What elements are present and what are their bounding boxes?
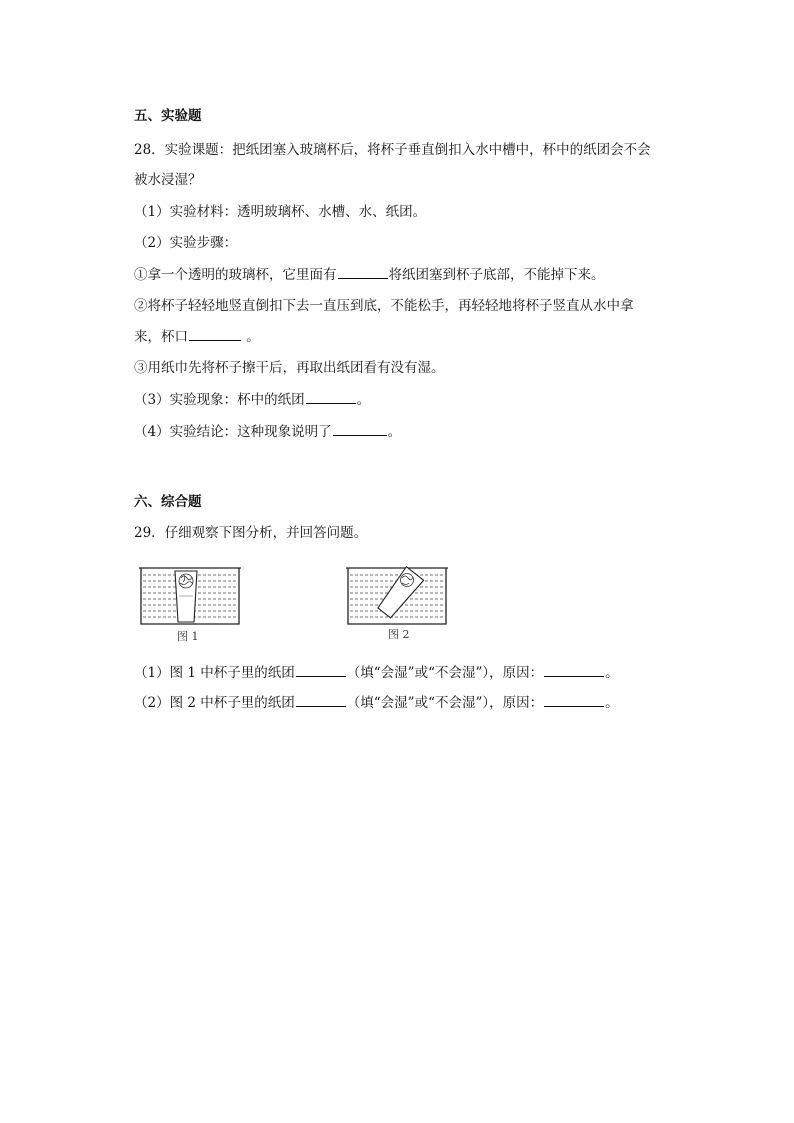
phenomenon-text-a: （3）实验现象：杯中的纸团	[134, 392, 305, 408]
conclusion-text-b: 。	[387, 424, 402, 440]
question-28-line-1: 28．实验课题：把纸团塞入玻璃杯后，将杯子垂直倒扣入水中槽中，杯中的纸团会不会	[134, 142, 651, 158]
step-1-line	[134, 264, 605, 285]
answer-2-line	[134, 692, 619, 713]
step-3-line: ③用纸巾先将杯子擦干后，再取出纸团看有没有湿。	[134, 360, 445, 376]
section-6-heading: 六、综合题	[134, 494, 202, 510]
answer-2-text-a: （2）图 2 中杯子里的纸团	[134, 695, 295, 711]
question-28-line-2: 被水浸湿？	[134, 172, 202, 188]
conclusion-line	[134, 421, 401, 442]
step-1-text-b: 将纸团塞到杯子底部，不能掉下来。	[388, 267, 605, 283]
answer-1-text-a: （1）图 1 中杯子里的纸团	[134, 665, 295, 681]
section-5-heading: 五、实验题	[134, 108, 202, 124]
step-2-blank[interactable]	[189, 326, 241, 341]
answer-1-blank-wet[interactable]	[296, 662, 346, 677]
phenomenon-line	[134, 389, 370, 410]
answer-2-text-c: 。	[605, 695, 619, 711]
answer-2-blank-reason[interactable]	[544, 692, 604, 707]
answer-1-line	[134, 662, 619, 683]
step-1-text-a: ①拿一个透明的玻璃杯，它里面有	[134, 267, 337, 283]
phenomenon-text-b: 。	[356, 392, 371, 408]
step-1-blank[interactable]	[338, 264, 388, 279]
answer-2-text-b: （填“会湿”或“不会湿”），原因：	[346, 695, 544, 711]
step-2-line-2	[134, 326, 260, 347]
answer-1-text-c: 。	[605, 665, 619, 681]
conclusion-blank[interactable]	[333, 421, 387, 436]
answer-2-blank-wet[interactable]	[296, 692, 346, 707]
answer-1-blank-reason[interactable]	[544, 662, 604, 677]
figure-1-caption: 图 1	[177, 630, 199, 643]
materials-line: （1）实验材料：透明玻璃杯、水槽、水、纸团。	[134, 204, 427, 220]
step-2-line-1: ②将杯子轻轻地竖直倒扣下去一直压到底，不能松手，再轻轻地将杯子竖直从水中拿	[134, 298, 634, 314]
figure-2-caption: 图 2	[388, 628, 410, 641]
conclusion-text-a: （4）实验结论：这种现象说明了	[134, 424, 332, 440]
phenomenon-blank[interactable]	[306, 389, 356, 404]
steps-heading: （2）实验步骤：	[134, 235, 238, 251]
step-2-text-a: 来，杯口	[134, 329, 188, 345]
question-29-line: 29．仔细观察下图分析，并回答问题。	[134, 525, 368, 541]
step-2-text-b: 。	[246, 329, 260, 345]
answer-1-text-b: （填“会湿”或“不会湿”），原因：	[346, 665, 544, 681]
